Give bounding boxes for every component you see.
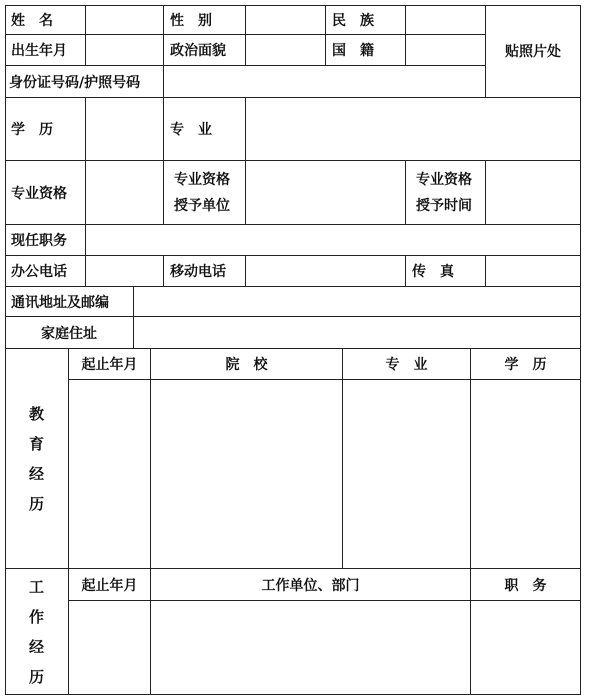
edu-header-degree — [471, 349, 581, 380]
political-label-cell — [164, 35, 246, 66]
work-side-char-1: 工 — [28, 577, 44, 596]
work-period-field[interactable] — [69, 601, 151, 695]
edu-degree-field[interactable] — [471, 380, 581, 569]
work-side-char-3: 经 — [28, 637, 44, 656]
gender-field[interactable] — [246, 5, 326, 35]
work-header-period-label: 起止年月 — [81, 577, 138, 594]
position-label: 现任职务 — [11, 233, 67, 249]
edu-side-char-4: 历 — [28, 494, 44, 513]
id-label-cell — [5, 66, 164, 98]
edu-major-field[interactable] — [343, 380, 471, 569]
home-field[interactable] — [134, 317, 581, 349]
fax-label-cell — [406, 256, 486, 287]
qualification-label: 专业资格 — [11, 185, 67, 202]
major-label: 专 业 — [170, 122, 212, 138]
edu-header-degree-label: 学 历 — [504, 357, 547, 373]
education-label: 学 历 — [11, 122, 53, 138]
nationality-field[interactable] — [406, 35, 486, 66]
position-field[interactable] — [86, 225, 581, 256]
photo-area[interactable] — [486, 5, 581, 98]
name-field[interactable] — [86, 5, 164, 35]
gender-label-cell — [164, 5, 246, 35]
edu-period-field[interactable] — [69, 380, 151, 569]
work-header-duty-label: 职 务 — [504, 577, 547, 594]
mobile-field[interactable] — [246, 256, 406, 287]
work-section-label — [5, 569, 69, 695]
photo-label: 贴照片处 — [505, 44, 561, 60]
qual-time-label-cell — [406, 161, 486, 225]
edu-header-school — [151, 349, 343, 380]
major-field[interactable] — [246, 98, 581, 161]
address-label-cell — [5, 287, 134, 317]
edu-school-field[interactable] — [151, 380, 343, 569]
qual-unit-label-line1: 专业资格 — [174, 171, 230, 188]
qual-unit-field[interactable] — [246, 161, 406, 225]
id-field[interactable] — [164, 66, 486, 98]
id-label: 身份证号码/护照号码 — [9, 74, 141, 91]
office-phone-field[interactable] — [86, 256, 164, 287]
political-field[interactable] — [246, 35, 326, 66]
ethnicity-label: 民 族 — [332, 12, 374, 29]
edu-header-period — [69, 349, 151, 380]
fax-label: 传 真 — [412, 264, 454, 280]
work-header-unit-label: 工作单位、部门 — [261, 577, 360, 594]
ethnicity-label-cell — [326, 5, 406, 35]
education-field[interactable] — [86, 98, 164, 161]
gender-label: 性 别 — [170, 12, 212, 29]
work-side-char-4: 历 — [28, 667, 44, 686]
nationality-label: 国 籍 — [332, 43, 374, 59]
position-label-cell — [5, 225, 86, 256]
mobile-label-cell — [164, 256, 246, 287]
major-label-cell — [164, 98, 246, 161]
qualification-field[interactable] — [86, 161, 164, 225]
birth-label: 出生年月 — [11, 43, 67, 59]
mobile-label: 移动电话 — [170, 264, 226, 280]
name-label: 姓 名 — [11, 12, 53, 29]
address-label: 通讯地址及邮编 — [11, 294, 109, 311]
edu-header-school-label: 院 校 — [225, 357, 268, 373]
edu-header-major-label: 专 业 — [385, 357, 428, 373]
home-label: 家庭住址 — [41, 325, 97, 342]
work-header-period — [69, 569, 151, 601]
work-header-unit — [151, 569, 471, 601]
education-section-label — [5, 349, 69, 569]
edu-side-char-3: 经 — [28, 464, 44, 483]
edu-side-char-1: 教 — [28, 404, 44, 423]
birth-field[interactable] — [86, 35, 164, 66]
ethnicity-field[interactable] — [406, 5, 486, 35]
work-duty-field[interactable] — [471, 601, 581, 695]
qualification-label-cell — [5, 161, 86, 225]
edu-header-period-label: 起止年月 — [81, 357, 138, 373]
qual-time-field[interactable] — [486, 161, 581, 225]
work-header-duty — [471, 569, 581, 601]
qual-unit-label-cell — [164, 161, 246, 225]
nationality-label-cell — [326, 35, 406, 66]
office-phone-label-cell — [5, 256, 86, 287]
education-label-cell — [5, 98, 86, 161]
qual-time-label-line2: 授予时间 — [416, 197, 472, 214]
office-phone-label: 办公电话 — [11, 264, 67, 280]
political-label: 政治面貌 — [170, 43, 226, 59]
home-label-cell — [5, 317, 134, 349]
work-unit-field[interactable] — [151, 601, 471, 695]
name-label-cell — [5, 5, 86, 35]
qual-time-label-line1: 专业资格 — [416, 171, 472, 188]
edu-header-major — [343, 349, 471, 380]
address-field[interactable] — [134, 287, 581, 317]
birth-label-cell — [5, 35, 86, 66]
edu-side-char-2: 育 — [28, 434, 44, 453]
qual-unit-label-line2: 授予单位 — [174, 197, 230, 214]
fax-field[interactable] — [486, 256, 581, 287]
work-side-char-2: 作 — [28, 607, 44, 626]
